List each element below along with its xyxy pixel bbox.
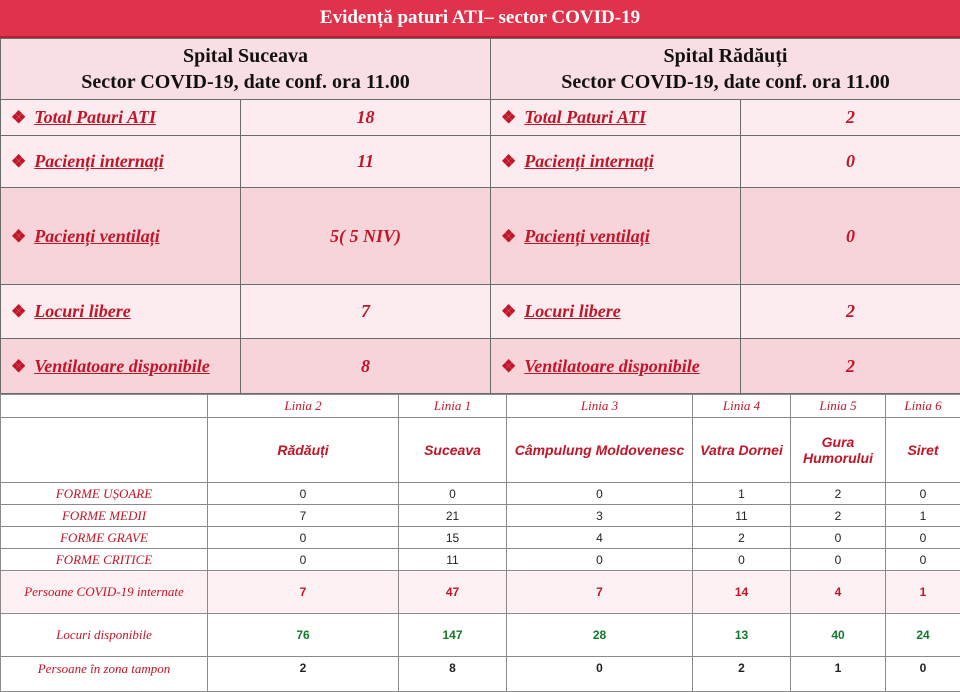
metric-value-suceava: 5( 5 NIV): [241, 188, 491, 285]
metric-label: ❖ Locuri libere: [491, 285, 741, 339]
diamond-bullet-icon: ❖: [501, 302, 516, 321]
line-header: Linia 5: [791, 395, 886, 418]
hospital-subtitle: Sector COVID-19, date conf. ora 11.00: [1, 69, 490, 95]
location-header: Câmpulung Moldovenesc: [507, 418, 693, 483]
metric-label: ❖ Total Paturi ATI: [491, 100, 741, 136]
cell-value: 7: [208, 505, 399, 527]
cell-value: 24: [886, 614, 960, 657]
cell-value: 7: [507, 571, 693, 614]
cell-value: 147: [399, 614, 507, 657]
cell-value: 2: [693, 527, 791, 549]
cell-value: 0: [208, 483, 399, 505]
cell-value: 2: [693, 657, 791, 692]
metric-label: ❖ Ventilatoare disponibile: [491, 339, 741, 394]
diamond-bullet-icon: ❖: [11, 302, 26, 321]
cell-value: 14: [693, 571, 791, 614]
line-header: Linia 1: [399, 395, 507, 418]
table-row: [1, 483, 960, 505]
line-header: Linia 6: [886, 395, 960, 418]
cell-value: 0: [208, 549, 399, 571]
metric-value-suceava: 7: [241, 285, 491, 339]
metric-label: ❖ Pacienți internați: [491, 136, 741, 188]
location-header: Suceava: [399, 418, 507, 483]
cell-value: 3: [507, 505, 693, 527]
metric-value-suceava: 18: [241, 100, 491, 136]
hospital-name: Spital Suceava: [1, 43, 490, 69]
hospital-header-radauti: [491, 39, 960, 100]
metric-value-suceava: 8: [241, 339, 491, 394]
cell-value: 8: [399, 657, 507, 692]
location-header: Vatra Dornei: [693, 418, 791, 483]
metric-value-radauti: 2: [741, 339, 960, 394]
cell-value: 11: [693, 505, 791, 527]
hospital-header-suceava: [1, 39, 491, 100]
row-label: Locuri disponibile: [1, 614, 208, 657]
metric-value-radauti: 2: [741, 100, 960, 136]
cell-value: 0: [886, 527, 960, 549]
cell-value: 1: [693, 483, 791, 505]
corner-cell: [1, 395, 208, 418]
row-label: FORME GRAVE: [1, 527, 208, 549]
metric-value-radauti: 2: [741, 285, 960, 339]
cell-value: 7: [208, 571, 399, 614]
diamond-bullet-icon: ❖: [11, 152, 26, 171]
hospital-name: Spital Rădăuți: [491, 43, 960, 69]
cell-value: 0: [886, 657, 960, 692]
cell-value: 15: [399, 527, 507, 549]
location-header: Rădăuți: [208, 418, 399, 483]
line-header: Linia 2: [208, 395, 399, 418]
cell-value: 0: [399, 483, 507, 505]
page-title-banner: Evidență paturi ATI– sector COVID-19: [0, 0, 960, 38]
metric-value-radauti: 0: [741, 136, 960, 188]
cell-value: 0: [791, 527, 886, 549]
cell-value: 4: [507, 527, 693, 549]
cell-value: 0: [693, 549, 791, 571]
line-header: Linia 4: [693, 395, 791, 418]
cell-value: 0: [886, 549, 960, 571]
cell-value: 0: [507, 549, 693, 571]
cell-value: 47: [399, 571, 507, 614]
metric-label: ❖ Pacienți ventilați: [491, 188, 741, 285]
row-label: Persoane COVID-19 internate: [1, 571, 208, 614]
cell-value: 0: [208, 527, 399, 549]
cell-value: 40: [791, 614, 886, 657]
table-row: [1, 549, 960, 571]
metric-label: ❖ Total Paturi ATI: [1, 100, 241, 136]
cell-value: 0: [791, 549, 886, 571]
table-row: [1, 657, 960, 692]
row-label: FORME MEDII: [1, 505, 208, 527]
cell-value: 11: [399, 549, 507, 571]
diamond-bullet-icon: ❖: [501, 227, 516, 246]
metric-value-suceava: 11: [241, 136, 491, 188]
diamond-bullet-icon: ❖: [501, 108, 516, 127]
metric-label: ❖ Locuri libere: [1, 285, 241, 339]
location-header: Gura Humorului: [791, 418, 886, 483]
cell-value: 1: [886, 505, 960, 527]
cell-value: 21: [399, 505, 507, 527]
cell-value: 13: [693, 614, 791, 657]
line-header: Linia 3: [507, 395, 693, 418]
ati-beds-table: [0, 38, 960, 394]
diamond-bullet-icon: ❖: [11, 108, 26, 127]
table-row: [1, 614, 960, 657]
diamond-bullet-icon: ❖: [501, 357, 516, 376]
row-label: FORME CRITICE: [1, 549, 208, 571]
table-row: [1, 505, 960, 527]
corner-cell: [1, 418, 208, 483]
row-label: Persoane în zona tampon: [1, 657, 208, 692]
hospital-subtitle: Sector COVID-19, date conf. ora 11.00: [491, 69, 960, 95]
cell-value: 2: [791, 483, 886, 505]
diamond-bullet-icon: ❖: [501, 152, 516, 171]
location-header: Siret: [886, 418, 960, 483]
metric-value-radauti: 0: [741, 188, 960, 285]
cell-value: 4: [791, 571, 886, 614]
row-label: FORME UȘOARE: [1, 483, 208, 505]
cell-value: 76: [208, 614, 399, 657]
cell-value: 0: [886, 483, 960, 505]
cell-value: 2: [208, 657, 399, 692]
cell-value: 0: [507, 483, 693, 505]
diamond-bullet-icon: ❖: [11, 357, 26, 376]
table-row: [1, 571, 960, 614]
cell-value: 28: [507, 614, 693, 657]
diamond-bullet-icon: ❖: [11, 227, 26, 246]
cell-value: 2: [791, 505, 886, 527]
metric-label: ❖ Pacienți ventilați: [1, 188, 241, 285]
cell-value: 1: [886, 571, 960, 614]
metric-label: ❖ Pacienți internați: [1, 136, 241, 188]
cell-value: 1: [791, 657, 886, 692]
metric-label: ❖ Ventilatoare disponibile: [1, 339, 241, 394]
cell-value: 0: [507, 657, 693, 692]
lines-table: [0, 394, 960, 692]
table-row: [1, 527, 960, 549]
